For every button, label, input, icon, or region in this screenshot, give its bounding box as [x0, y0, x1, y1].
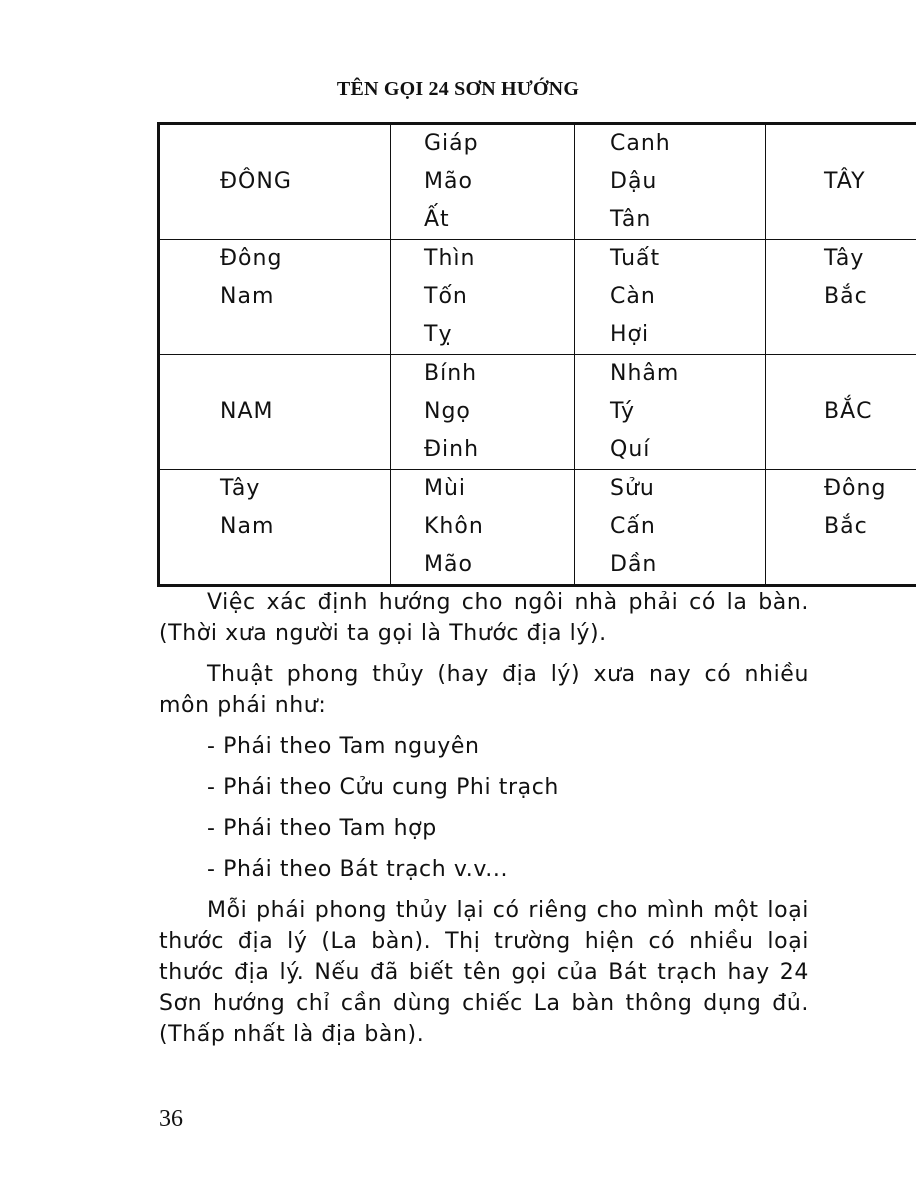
table-cell	[766, 470, 916, 586]
cell-text: Canh	[610, 131, 671, 156]
table-cell	[391, 240, 575, 355]
cell-text: Đông	[220, 246, 283, 271]
cell-text: Nam	[220, 284, 275, 309]
table-row	[159, 355, 916, 470]
table-cell	[766, 124, 916, 240]
cell-text: Tốn	[424, 284, 468, 309]
cell-text: Tây	[824, 246, 865, 271]
cell-text: Ất	[424, 207, 450, 232]
cell-text: Tây	[220, 476, 261, 501]
cell-text: Mão	[424, 169, 473, 194]
cell-text: Bắc	[824, 514, 868, 539]
cell-text: Cấn	[610, 514, 656, 539]
table-cell	[575, 470, 766, 586]
cell-text: ĐÔNG	[220, 169, 292, 194]
cell-text: Đông	[824, 476, 887, 501]
table-cell	[766, 240, 916, 355]
cell-text: Quí	[610, 437, 651, 462]
page-title: TÊN GỌI 24 SƠN HƯỚNG	[336, 78, 580, 100]
cell-text: Sửu	[610, 476, 655, 501]
cell-text: Ngọ	[424, 399, 471, 424]
table-cell	[391, 124, 575, 240]
cell-text: Bắc	[824, 284, 868, 309]
cell-text: Tuất	[610, 246, 661, 271]
list-item-cuu-cung: - Phái theo Cửu cung Phi trạch	[207, 775, 559, 800]
table-cell	[766, 355, 916, 470]
cell-text: Đinh	[424, 437, 480, 462]
cell-text: Thìn	[424, 246, 476, 271]
list-item-tam-hop: - Phái theo Tam hợp	[207, 816, 437, 841]
table-cell	[575, 355, 766, 470]
cell-text: Khôn	[424, 514, 484, 539]
cell-text: Tân	[610, 207, 652, 232]
table-cell	[159, 240, 391, 355]
cell-text: BẮC	[824, 399, 873, 424]
cell-text: NAM	[220, 399, 274, 424]
table-cell	[159, 124, 391, 240]
cell-text: TÂY	[824, 169, 866, 194]
body-text	[159, 587, 809, 1060]
paragraph-la-ban: Mỗi phái phong thủy lại có riêng cho mình một loại thước địa lý (La bàn). Thị trường hiện có nhiều loại thước địa lý. Nếu đã biết tên gọi của Bát trạch hay 24 Sơn hướng chỉ cần dùng chiếc La bàn thông dụng đủ. (Thấp nhất là địa bàn).	[159, 898, 809, 1047]
direction-table	[157, 122, 916, 587]
cell-text: Nhâm	[610, 361, 680, 386]
cell-text: Mùi	[424, 476, 467, 501]
cell-text: Mão	[424, 552, 473, 577]
paragraph-schools: Thuật phong thủy (hay địa lý) xưa nay có nhiều môn phái như:	[159, 662, 809, 718]
cell-text: Nam	[220, 514, 275, 539]
table-cell	[575, 240, 766, 355]
table-row	[159, 470, 916, 586]
cell-text: Tý	[610, 399, 636, 424]
table-cell	[391, 355, 575, 470]
cell-text: Tỵ	[424, 322, 453, 347]
table-row	[159, 240, 916, 355]
table-cell	[391, 470, 575, 586]
list-item-bat-trach: - Phái theo Bát trạch v.v...	[207, 857, 509, 882]
direction-table-body	[159, 124, 916, 586]
cell-text: Dậu	[610, 169, 658, 194]
cell-text: Hợi	[610, 322, 650, 347]
cell-text: Càn	[610, 284, 656, 309]
paragraph-compass: Việc xác định hướng cho ngôi nhà phải có la bàn.(Thời xưa người ta gọi là Thước địa lý).	[159, 590, 809, 646]
table-cell	[159, 470, 391, 586]
cell-text: Giáp	[424, 131, 479, 156]
list-item-tam-nguyen: - Phái theo Tam nguyên	[207, 734, 480, 759]
table-row	[159, 124, 916, 240]
cell-text: Dần	[610, 552, 658, 577]
cell-text: Bính	[424, 361, 478, 386]
page-number: 36	[159, 1106, 183, 1132]
table-cell	[159, 355, 391, 470]
table-cell	[575, 124, 766, 240]
